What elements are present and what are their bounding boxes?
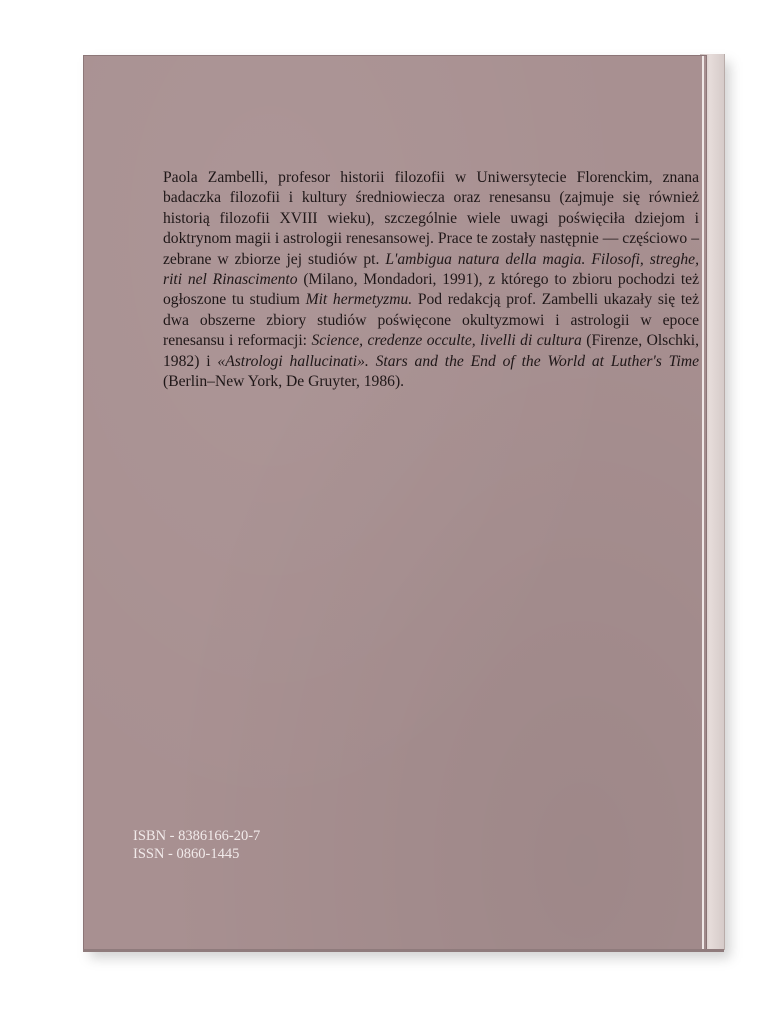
blurb-title-italic: «Astrologi hallucinati». Stars and the End of the World at Luther's Time [217,352,700,370]
blurb-text: (Firenze, Olschki, 1982) i [163,332,699,370]
blurb-text: Paola Zambelli, profesor historii filozofii w Uniwersytecie Florenckim, znana badaczka filozofii i kultury średniowiecza oraz renesansu (zajmuje się również historią filozofii XVIII wieku), szczególnie wiele uwagi poświęciła dziejom i doktrynom magii i astrologii renesansowej. Prace te zostały następnie — częściowo – zebrane w zbiorze jej studiów pt. [163,169,699,268]
blurb-title-italic: L'ambigua natura della magia. Filosofi, streghe, riti nel Rinascimento [163,250,699,289]
isbn-label: ISBN - 8386166-20-7 [133,828,261,844]
cover-spine-highlight [702,56,704,950]
blurb-title-italic: Science, credenze occulte, livelli di cultura [311,332,582,350]
identifiers [133,827,260,863]
cover-bottom-edge [83,949,724,952]
blurb-text: (Milano, Mondadori, 1991), z którego to zbioru pochodzi też ogłoszone tu studium [163,271,700,309]
blurb-title-italic: Mit hermetyzmu. [305,291,413,309]
blurb-paragraph [163,168,699,392]
issn-label: ISSN - 0860-1445 [133,846,240,862]
author-blurb [163,168,699,392]
blurb-text: Pod redakcją prof. Zambelli ukazały się też dwa obszerne zbiory studiów poświęcone okultyzmowi i astrologii w epoce renesansu i reformacji: [163,291,699,350]
blurb-text: (Berlin–New York, De Gruyter, 1986). [163,373,405,391]
